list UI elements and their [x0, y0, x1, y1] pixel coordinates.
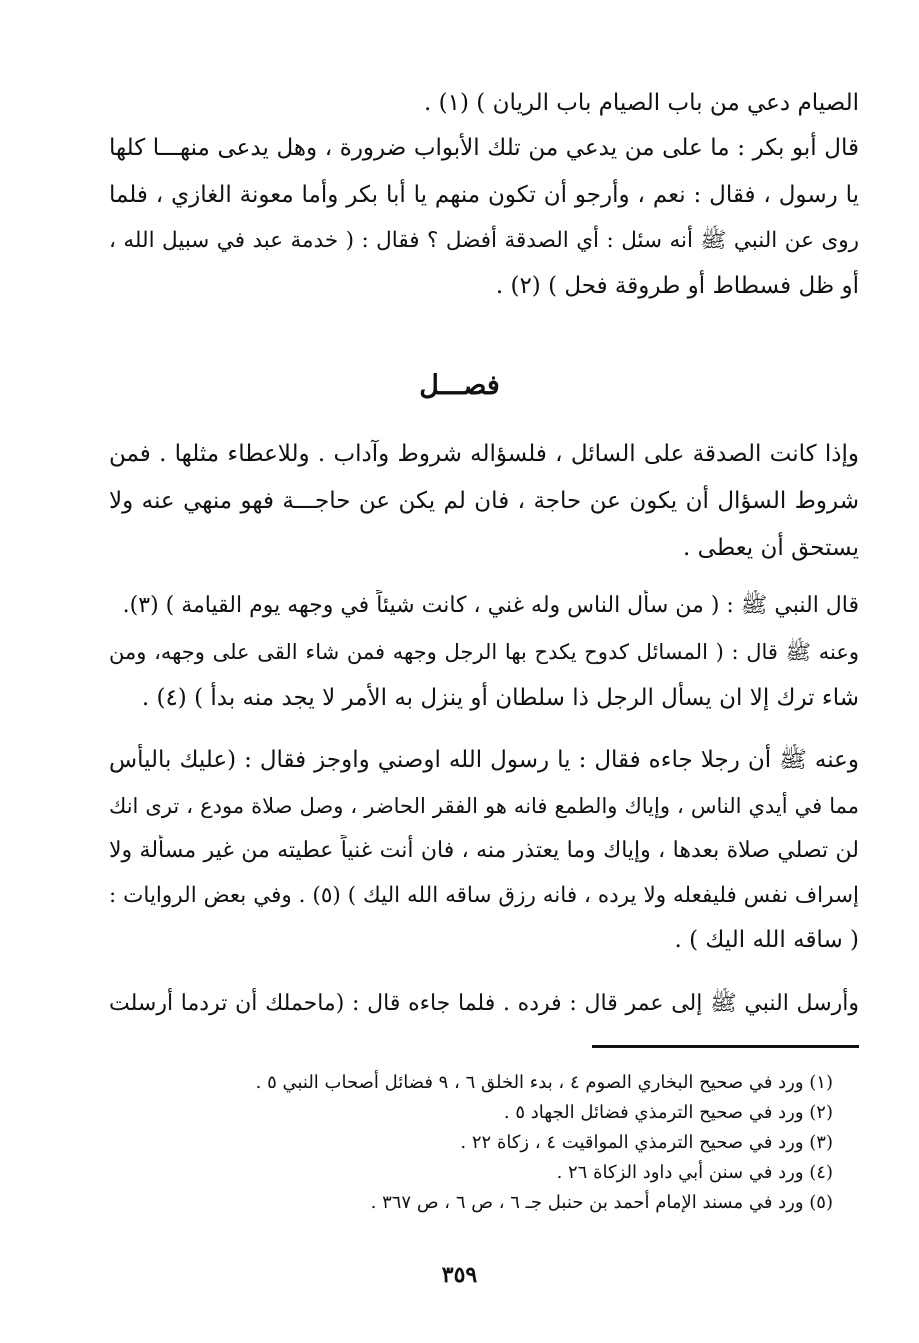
text-line: يستحق أن يعطى . [683, 535, 859, 561]
text-line: لن تصلي صلاة بعدها ، وإياك وما يعتذر منه ، فان أنت غنياً عطيته من غير مسألة ولا [109, 838, 859, 863]
text-line: قال أبو بكر : ما على من يدعي من تلك الأبواب ضرورة ، وهل يدعى منهـــا كلها [109, 135, 859, 161]
text-line: ( ساقه الله اليك ) . [674, 927, 859, 953]
section-heading: فصـــل [419, 370, 500, 401]
text-line: وعنه ﷺ قال : ( المسائل كدوح يكدح بها الرجل وجهه فمن شاء القى على وجهه، ومن [109, 640, 859, 664]
footnote: (٥) ورد في مسند الإمام أحمد بن حنبل جـ ٦ ، ص ٦ ، ص ٣٦٧ . [370, 1192, 833, 1213]
footnote: (٤) ورد في سنن أبي داود الزكاة ٢٦ . [556, 1162, 833, 1183]
text-line: أو ظل فسطاط أو طروقة فحل ) (٢) . [495, 273, 859, 299]
footnote: (٣) ورد في صحيح الترمذي المواقيت ٤ ، زكاة ٢٢ . [460, 1132, 833, 1153]
text-line: روى عن النبي ﷺ أنه سئل : أي الصدقة أفضل ؟ فقال : ( خدمة عبد في سبيل الله ، [109, 228, 859, 253]
text-line: وإذا كانت الصدقة على السائل ، فلسؤاله شروط وآداب . وللاعطاء مثلها . فمن [109, 441, 859, 467]
footnote: (١) ورد في صحيح البخاري الصوم ٤ ، بدء الخلق ٦ ، ٩ فضائل أصحاب النبي ٥ . [255, 1072, 833, 1093]
text-line: الصيام دعي من باب الصيام باب الريان ) (١) . [424, 90, 859, 116]
footnote: (٢) ورد في صحيح الترمذي فضائل الجهاد ٥ . [503, 1102, 833, 1123]
page-number: ٣٥٩ [441, 1262, 478, 1288]
footnote-separator [592, 1045, 859, 1048]
text-line: إسراف نفس فليفعله ولا يرده ، فانه رزق ساقه الله اليك ) (٥) . وفي بعض الروايات : [109, 883, 859, 908]
text-line: قال النبي ﷺ : ( من سأل الناس وله غني ، كانت شيئاً في وجهه يوم القيامة ) (٣). [122, 593, 859, 618]
text-line: وأرسل النبي ﷺ إلى عمر قال : فرده . فلما جاءه قال : (ماحملك أن تردما أرسلت [109, 991, 859, 1016]
text-line: شاء ترك إلا ان يسأل الرجل ذا سلطان أو ينزل به الأمر لا يجد منه بدأ ) (٤) . [141, 685, 859, 711]
text-line: مما في أيدي الناس ، وإياك والطمع فانه هو الفقر الحاضر ، وصل صلاة مودع ، ترى انك [109, 794, 859, 818]
text-line: شروط السؤال أن يكون عن حاجة ، فان لم يكن عن حاجـــة فهو منهي عنه ولا [109, 488, 859, 514]
text-line: وعنه ﷺ أن رجلا جاءه فقال : يا رسول الله اوصني واوجز فقال : (عليك باليأس [109, 747, 859, 773]
text-line: يا رسول ، فقال : نعم ، وأرجو أن تكون منهم يا أبا بكر وأما معونة الغازي ، فلما [109, 182, 859, 208]
